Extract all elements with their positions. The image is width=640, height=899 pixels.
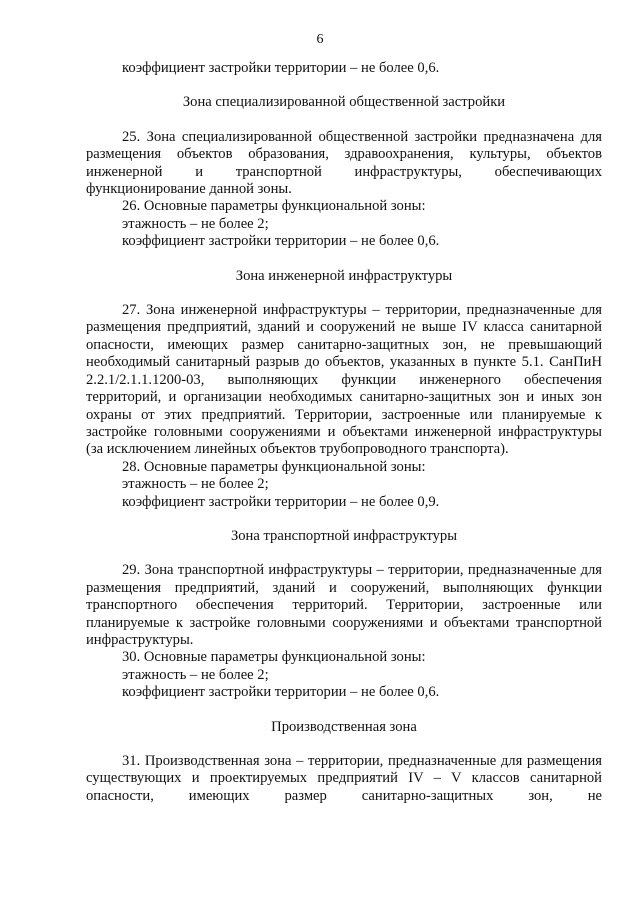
section-heading: Зона транспортной инфраструктуры <box>230 527 458 544</box>
section-heading: Производственная зона <box>271 718 417 735</box>
paragraph-line: коэффициент застройки территории – не более 0,6. <box>122 684 440 701</box>
paragraph: 25. Зона специализированной общественной застройки предназначена для размещения объектов образования, здравоохранения, культуры, объектов инженерной и транспортной инфраструктуры, обеспечивающих функционирование данной зоны. <box>86 128 602 198</box>
section-heading: Зона специализированной общественной застройки <box>182 94 506 111</box>
paragraph-line: коэффициент застройки территории – не более 0,6. <box>122 60 440 76</box>
page-number: 6 <box>316 32 324 47</box>
paragraph: 31. Производственная зона – территории, предназначенные для размещения существующих и проектируемых предприятий IV – V классов санитарной опасности, имеющих размер санитарно-защитных зон, не <box>86 753 602 804</box>
paragraph-line: коэффициент застройки территории – не более 0,6. <box>122 233 440 250</box>
paragraph-line: коэффициент застройки территории – не более 0,9. <box>122 493 440 510</box>
paragraph-line: 28. Основные параметры функциональной зоны: <box>122 458 426 475</box>
paragraph-line: 30. Основные параметры функциональной зоны: <box>122 649 426 666</box>
paragraph: 27. Зона инженерной инфраструктуры – территории, предназначенные для размещения предприятий, зданий и сооружений не выше IV класса санитарной опасности, имеющих размер санитарно-защитных зон, не превышающий необходимый санитарный разрыв до объектов, указанных в пункте 5.1. СанПиН 2.2.1/2.1.1.1200-03, выполняющих функции инженерного обеспечения территорий, и организации необходимых санитарно-защитных зон и иных зон охраны от этих предприятий. Территории, застроенные или планируемые к застройке головными сооружениями и объектами инженерной инфраструктуры (за исключением линейных объектов трубопроводного транспорта). <box>86 302 602 458</box>
paragraph-line: 26. Основные параметры функциональной зоны: <box>122 198 426 215</box>
paragraph-line: этажность – не более 2; <box>122 666 269 683</box>
document-body <box>86 60 602 805</box>
section-heading: Зона инженерной инфраструктуры <box>235 267 453 284</box>
paragraph: 29. Зона транспортной инфраструктуры – территории, предназначенные для размещения предприятий, зданий и сооружений, выполняющих функции транспортного обеспечения территорий. Территории, застроенные или планируемые к застройке головными сооружениями и объектами транспортной инфраструктуры. <box>86 562 602 648</box>
paragraph-line: этажность – не более 2; <box>122 476 269 493</box>
paragraph-line: этажность – не более 2; <box>122 215 269 232</box>
